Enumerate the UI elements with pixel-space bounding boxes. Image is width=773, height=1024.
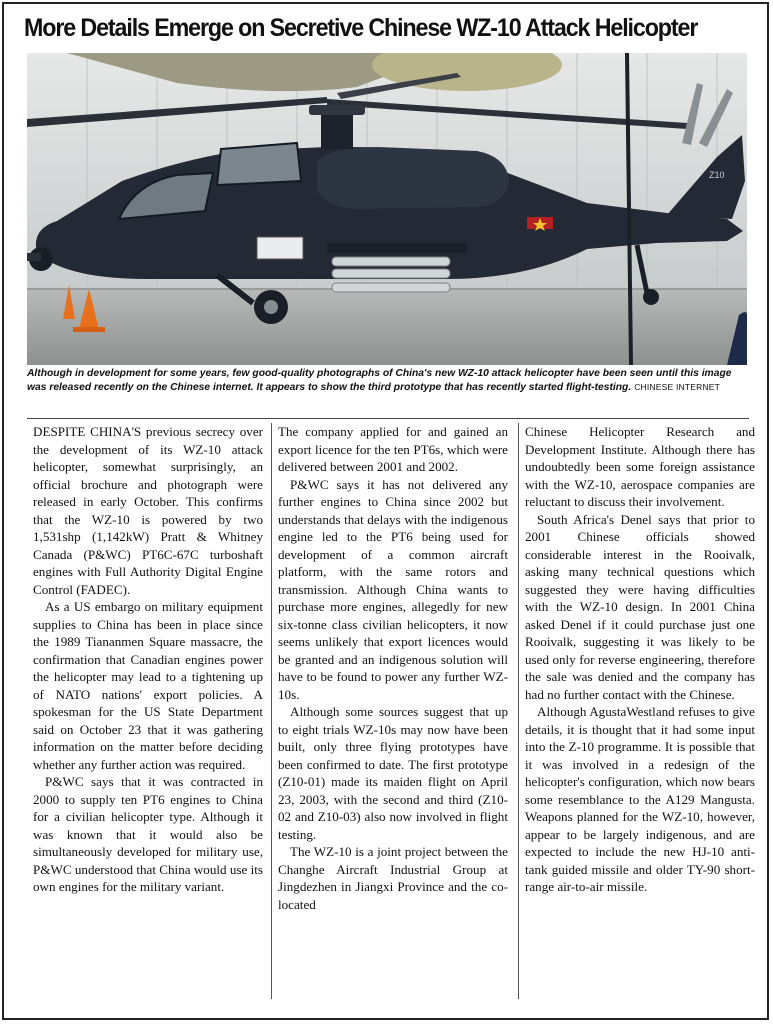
- paragraph: South Africa's Denel says that prior to 2001 Chinese officials showed considerable interest in the Rooivalk, asking many technical questions which suggested they were having difficulties with the WZ-10 design. In 2001 China asked Denel if it could purchase just one Rooivalk, suggesting it was likely to be used only for reverse engineering, therefore the sale was denied and the company has had no further contact with the Chinese.: [525, 511, 755, 702]
- paragraph: P&WC says it has not delivered any further engines to China since 2002 but understands that delays with the indigenous engine led to the PT6 being used for development of a common aircraft platform, with the same rotors and transmission. Although China wants to purchase more engines, allegedly for new six-tonne class civilian helicopters, it now seems unlikely that export licences would be granted and an indigenous solution will have to be found to power any further WZ-10s.: [278, 476, 508, 702]
- paragraph: The company applied for and gained an export licence for the ten PT6s, which were delivered between 2001 and 2002.: [278, 424, 508, 474]
- article-column-1: [33, 423, 263, 896]
- photo-credit: CHINESE INTERNET: [634, 381, 721, 392]
- paragraph: P&WC says that it was contracted in 2000 to supply ten PT6 engines to China for a civilian helicopter type. Although it was known that it would also be simultaneously developed for military use, P&WC understood that China would use its own engines for the military variant.: [33, 774, 263, 894]
- article-column-2: [278, 423, 508, 913]
- column-divider: [518, 423, 519, 999]
- article-headline: More Details Emerge on Secretive Chinese WZ-10 Attack Helicopter: [24, 14, 698, 42]
- paragraph: DESPITE CHINA'S previous secrecy over the development of its WZ-10 attack helicopter, somewhat surprisingly, an official brochure and photograph were released in early October. This confirms that the WZ-10 is powered by two 1,531shp (1,142kW) Pratt & Whitney Canada (P&WC) PT6C-67C turboshaft engines with Full Authority Digital Engine Control (FADEC).: [33, 424, 263, 597]
- tail-marking: Z10: [709, 170, 725, 180]
- paragraph: Although AgustaWestland refuses to give details, it is thought that it had some input into the Z-10 programme. It is possible that it was involved in a redesign of the helicopter's configuration, which now bears some resemblance to the A129 Mangusta. Weapons planned for the WZ-10, however, appear to be largely indigenous, and are expected to include the new HJ-10 anti-tank guided missile and older TY-90 short-range air-to-air missile.: [525, 704, 755, 894]
- helicopter-photo: [27, 53, 747, 365]
- paragraph: The WZ-10 is a joint project between the Changhe Aircraft Industrial Group at Jingdezhen in Jiangxi Province and the co-located: [278, 844, 508, 912]
- paragraph: Although some sources suggest that up to eight trials WZ-10s may now have been built, only three flying prototypes have been confirmed to date. The first prototype (Z10-01) made its maiden flight on April 23, 2003, with the second and third (Z10-02 and Z10-03) also now involved in flight testing.: [278, 704, 508, 842]
- caption-text: Although in development for some years, few good-quality photographs of China's new WZ-10 attack helicopter have been seen until this image was released recently on the Chinese internet. It appears to show the third prototype that has recently started flight-testing.: [27, 368, 732, 393]
- caption-divider: [27, 418, 749, 419]
- paragraph: As a US embargo on military equipment supplies to China has been in place since the 1989 Tiananmen Square massacre, the confirmation that Canadian engines power the helicopter may lead to a tightening up of NATO nations' export policies. A spokesman for the US State Department said on October 23 that it was gathering information on the matter before deciding whether any further action was required.: [33, 599, 263, 772]
- photo-caption: [27, 368, 749, 394]
- column-divider: [271, 423, 272, 999]
- article-column-3: [525, 423, 755, 896]
- paragraph: Chinese Helicopter Research and Development Institute. Although there has undoubtedly been some foreign assistance with the WZ-10, aerospace companies are reluctant to discuss their involvement.: [525, 424, 755, 509]
